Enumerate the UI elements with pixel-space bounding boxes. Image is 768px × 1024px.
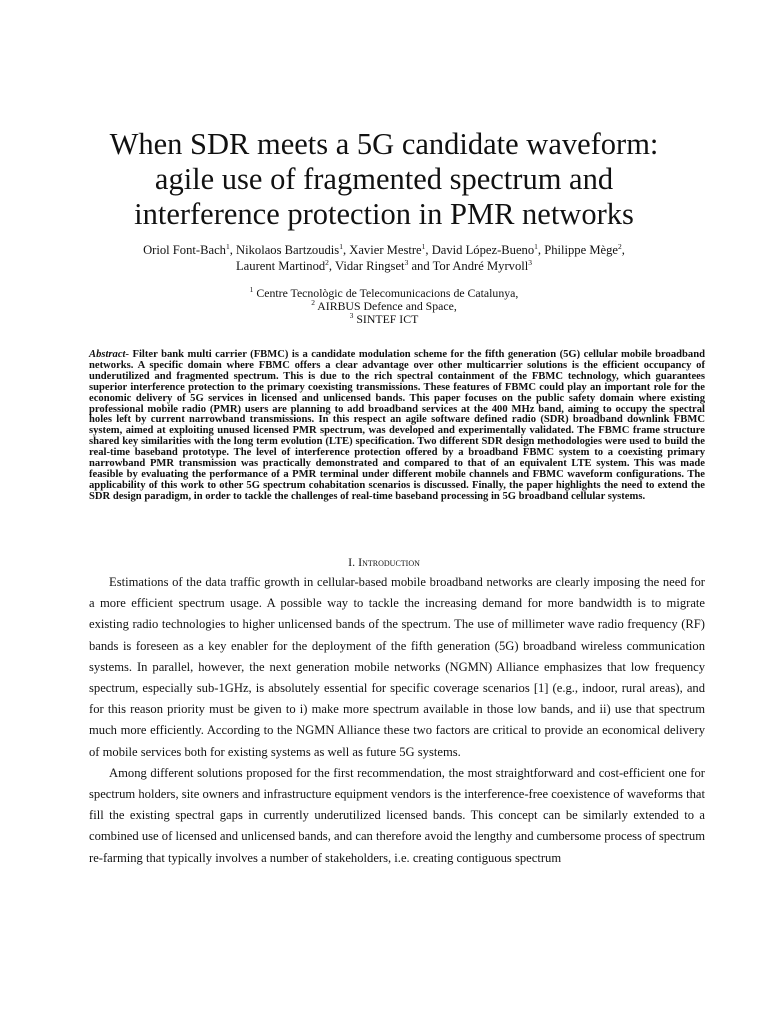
title-line: agile use of fragmented spectrum and [154, 162, 614, 196]
affiliation-marker: 1 [249, 285, 254, 295]
affiliation-list [60, 287, 708, 326]
author-list [60, 242, 708, 274]
section-heading [60, 554, 708, 570]
abstract-text: Filter bank multi carrier (FBMC) is a candidate modulation scheme for the fifth generation (5G) cellular mobile broadband networks. A specific domain where FBMC offers a clear advantage over other multicarrier solutions is the efficient occupancy of underutilized and fragmented spectrum. This is due to the rich spectral containment of the FBMC technology, which guarantees superior interference protection to the primary coexisting transmissions. These features of FBMC could play an important role for the economic delivery of 5G services in licensed and unlicensed bands. This paper focuses on the public safety domain where existing professional mobile radio (PMR) users are planning to add broadband services at the 400 MHz band, aiming to occupy the spectral holes left by current narrowband transmissions. In this respect an agile software defined radio (SDR) broadband downlink FBMC system, aimed at exploiting unused licensed PMR spectrum, was developed and experimentally validated. The FBMC frame structure shared key similarities with the long term evolution (LTE) specification. Two different SDR design methodologies were used to build the real-time baseband prototype. The level of interference protection offered by a broadband FBMC system to a coexisting primary narrowband PMR transmission was practically demonstrated and compared to that of an equivalent LTE system. This was made feasible by evaluating the performance of a PMR terminal under different mobile channels and FBMC waveform configurations. The applicability of this work to other 5G spectrum cohabitation scenarios is discussed. Finally, the paper highlights the need to extend the SDR design paradigm, in order to tackle the challenges of real-time baseband processing in 5G broadband cellular systems. [89, 349, 705, 502]
author-affiliation-marker: 3 [404, 257, 409, 267]
abstract-label: Abstract- [89, 349, 130, 360]
author-affiliation-marker: 1 [339, 241, 343, 251]
author-name: Xavier Mestre [349, 243, 422, 257]
title-line: interference protection in PMR networks [134, 197, 634, 231]
author-name: David López-Bueno [431, 243, 535, 257]
author-affiliation-marker: 1 [421, 241, 426, 251]
author-line: Laurent Martinod$^2$, Vidar Ringset$^3$ and Tor André Myrvoll$^3$ [235, 257, 532, 273]
author-line: Oriol Font-Bach$^1$, Nikolaos Bartzoudis$^1$, Xavier Mestre$^1$, David López-Bueno$^1$, Philippe Mège$^2$, [143, 241, 625, 257]
author-name: Laurent Martinod [235, 259, 326, 273]
affiliation [60, 313, 708, 326]
paper-title [60, 127, 708, 232]
section-number: I. [348, 555, 356, 569]
author-name: Vidar Ringset [335, 259, 405, 273]
section-title: Introduction [358, 555, 420, 569]
affiliation-text: AIRBUS Defence and Space, [317, 299, 457, 313]
author-name: Oriol Font-Bach [143, 243, 226, 257]
author-affiliation-marker: 2 [325, 257, 329, 267]
author-affiliation-marker: 1 [225, 241, 230, 251]
author-name: Tor André Myrvoll [432, 259, 529, 273]
affiliation-text: Centre Tecnològic de Telecomunicacions de Catalunya, [256, 286, 519, 300]
author-name: Nikolaos Bartzoudis [236, 243, 340, 257]
author-affiliation-marker: 1 [534, 241, 538, 251]
author-affiliation-marker: 3 [528, 257, 532, 267]
abstract [89, 350, 705, 503]
body-text [89, 572, 705, 869]
paragraph: Estimations of the data traffic growth in cellular-based mobile broadband networks are clearly imposing the need for a more efficient spectrum usage. A possible way to tackle the increasing demand for more bandwidth is to migrate existing radio technologies to higher unlicensed bands of the spectrum. The use of millimeter wave radio frequency (RF) bands is foreseen as a key enabler for the deployment of the fifth generation (5G) broadband wireless communication systems. In parallel, however, the next generation mobile networks (NGMN) Alliance emphasizes that low frequency spectrum, especially sub-1GHz, is absolutely essential for specific coverage scenarios [1] (e.g., indoor, rural areas), and for this reason priority must be given to i) make more spectrum available in those low bands, and ii) use that spectrum much more efficiently. According to the NGMN Alliance these two factors are critical to provide an economical delivery of mobile services both for existing systems as well as future 5G systems. [89, 575, 705, 759]
author-affiliation-marker: 2 [618, 241, 622, 251]
paragraph: Among different solutions proposed for the first recommendation, the most straightforward and cost-efficient one for spectrum holders, site owners and infrastructure equipment vendors is the interference-free coexistence of waveforms that fill the existing spectral gaps in currently underutilized licensed bands. This concept can be similarly extended to a combined use of licensed and unlicensed bands, and can therefore avoid the lengthy and cumbersome process of spectrum re-farming that typically involves a number of stakeholders, i.e. creating contiguous spectrum [89, 765, 705, 865]
affiliation-marker: 2 [311, 298, 315, 308]
affiliation-marker: 3 [349, 311, 354, 321]
author-name: Philippe Mège [544, 243, 619, 257]
affiliation-text: SINTEF ICT [356, 312, 419, 326]
title-line: When SDR meets a 5G candidate waveform: [109, 127, 659, 161]
